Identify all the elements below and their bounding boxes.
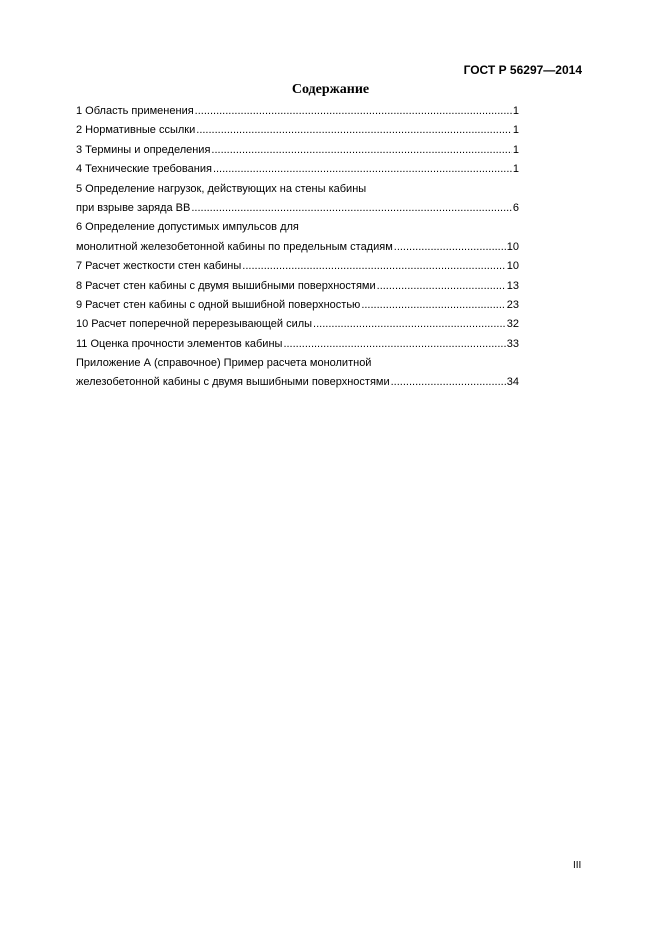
dot-leader [283, 335, 505, 354]
dot-leader [394, 238, 506, 257]
toc-entry-text: 2 Нормативные ссылки [76, 124, 196, 137]
toc-entry[interactable] [76, 102, 519, 121]
toc-entry[interactable] [76, 315, 519, 334]
toc-entry-page: 23 [506, 298, 519, 311]
toc-entry-text: Приложение А (справочное) Пример расчета монолитной [76, 357, 372, 370]
toc-entry[interactable] [76, 141, 519, 160]
toc-entry-page: 33 [506, 337, 519, 350]
toc-entry-page: 10 [506, 240, 519, 253]
toc-entry-page: 1 [512, 124, 519, 137]
page-number: III [573, 860, 582, 871]
toc-entry-page: 1 [512, 143, 519, 156]
toc-entry-page: 13 [506, 279, 519, 292]
dot-leader [195, 102, 512, 121]
toc-entry-text: 4 Технические требования [76, 163, 212, 176]
dot-leader [213, 160, 512, 179]
toc-entry-page: 10 [506, 260, 519, 273]
toc-title-text: Содержание [291, 82, 370, 97]
toc-entry-text: 6 Определение допустимых импульсов для [76, 221, 299, 234]
toc-entry[interactable] [76, 199, 519, 218]
toc-entry[interactable] [76, 296, 519, 315]
toc-entry[interactable] [76, 335, 519, 354]
dot-leader [361, 296, 505, 315]
dot-leader [191, 199, 512, 218]
document-code: ГОСТ Р 56297—2014 [463, 63, 582, 77]
dot-leader [196, 121, 512, 140]
toc-entry[interactable] [76, 160, 519, 179]
toc-entry-text: при взрыве заряда ВВ [76, 201, 191, 214]
toc-entry-page: 6 [512, 201, 519, 214]
toc-entry-text: 1 Область применения [76, 105, 194, 117]
toc-entry-page: 1 [512, 163, 519, 176]
toc-entry-text: 10 Расчет поперечной перерезывающей силы [76, 318, 313, 331]
toc-entry-heading-line[interactable] [76, 180, 519, 199]
toc-entry[interactable] [76, 257, 519, 276]
toc-entry-text: монолитной железобетонной кабины по предельным стадиям [76, 240, 393, 253]
toc-entry-heading-line[interactable] [76, 354, 519, 373]
toc-entry-text: 9 Расчет стен кабины с одной вышибной поверхностью [76, 298, 361, 311]
toc-entry-text: 5 Определение нагрузок, действующих на стены кабины [76, 182, 367, 195]
toc-entry[interactable] [76, 238, 519, 257]
toc-entry-page: 34 [506, 376, 519, 389]
toc-entry[interactable] [76, 277, 519, 296]
dot-leader [391, 373, 506, 392]
dot-leader [377, 277, 506, 296]
dot-leader [313, 315, 506, 334]
table-of-contents [76, 102, 519, 393]
toc-entry[interactable] [76, 373, 519, 392]
toc-entry-page: 1 [512, 105, 519, 117]
toc-entry-text: железобетонной кабины с двумя вышибными поверхностями [76, 376, 390, 389]
toc-entry-text: 3 Термины и определения [76, 143, 211, 156]
toc-entry-text: 11 Оценка прочности элементов кабины [76, 337, 283, 350]
toc-title [0, 82, 661, 98]
toc-entry[interactable] [76, 121, 519, 140]
toc-entry-page: 32 [506, 318, 519, 331]
toc-entry-text: 7 Расчет жесткости стен кабины [76, 260, 242, 273]
toc-entry-text: 8 Расчет стен кабины с двумя вышибными поверхностями [76, 279, 376, 292]
dot-leader [211, 141, 511, 160]
toc-entry-heading-line[interactable] [76, 218, 519, 237]
dot-leader [242, 257, 505, 276]
